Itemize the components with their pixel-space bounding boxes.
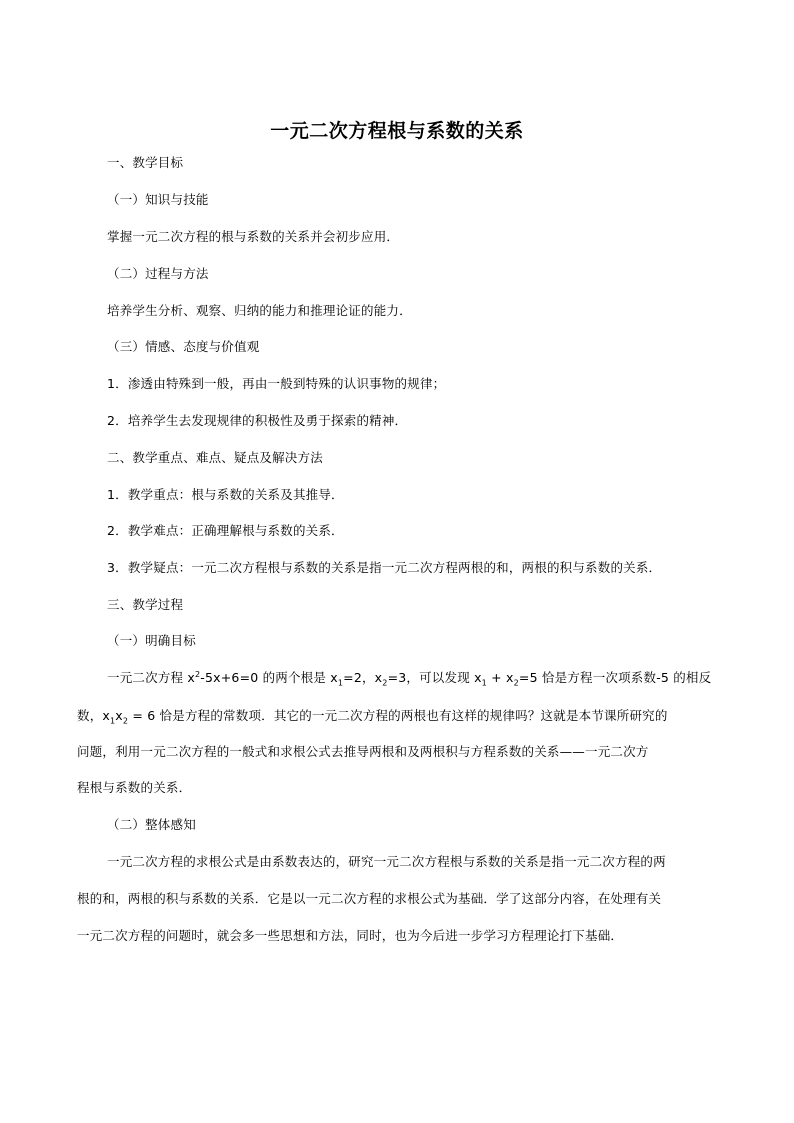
paragraph-line: 数，$x_1x_2 = 6$ 恰是方程的常数项．其它的一元二次方程的两根也有这样的规律吗？这就是本节课所研究的 <box>77 708 668 726</box>
subheading-clear-goal: （一）明确目标 <box>107 633 196 648</box>
paragraph-line: 一元二次方程的问题时，就会多一些思想和方法，同时，也为今后进一步学习方程理论打下基础． <box>77 928 624 943</box>
paragraph-line: 一元二次方程的求根公式是由系数表达的，研究一元二次方程根与系数的关系是指一元二次方程的两 <box>107 854 666 869</box>
subheading-attitude: （三）情感、态度与价值观 <box>107 339 260 354</box>
key-point-item-1: 1．教学重点：根与系数的关系及其推导． <box>107 487 344 502</box>
subheading-knowledge: （一）知识与技能 <box>107 192 209 207</box>
paragraph-line: 一元二次方程 $x^2-5x+6=0$ 的两个根是 $x_1=2$，$x_2=3$，可以发现 $x_1 + x_2=5$ 恰是方程一次项系数-5 的相反 <box>107 669 712 688</box>
section-heading-objectives: 一、教学目标 <box>107 155 184 170</box>
section-heading-key-points: 二、教学重点、难点、疑点及解决方法 <box>107 450 323 465</box>
page-title: 一元二次方程根与系数的关系 <box>270 120 524 142</box>
knowledge-text: 掌握一元二次方程的根与系数的关系并会初步应用． <box>107 229 400 244</box>
process-text: 培养学生分析、观察、归纳的能力和推理论证的能力． <box>107 303 412 318</box>
key-point-item-3: 3．教学疑点：一元二次方程根与系数的关系是指一元二次方程两根的和，两根的积与系数的关系． <box>107 560 662 575</box>
subheading-overall: （二）整体感知 <box>107 817 196 832</box>
attitude-item-2: 2．培养学生去发现规律的积极性及勇于探索的精神． <box>107 413 408 428</box>
paragraph-line: 程根与系数的关系． <box>77 780 192 795</box>
paragraph-line: 问题，利用一元二次方程的一般式和求根公式去推导两根和及两根积与方程系数的关系——一元二次方 <box>77 744 649 759</box>
attitude-item-1: 1．渗透由特殊到一般，再由一般到特殊的认识事物的规律； <box>107 376 446 391</box>
section-heading-process: 三、教学过程 <box>107 597 184 612</box>
key-point-item-2: 2．教学难点：正确理解根与系数的关系． <box>107 523 344 538</box>
paragraph-line: 根的和，两根的积与系数的关系．它是以一元二次方程的求根公式为基础．学了这部分内容，在处理有关 <box>77 891 662 906</box>
subheading-process: （二）过程与方法 <box>107 266 209 281</box>
